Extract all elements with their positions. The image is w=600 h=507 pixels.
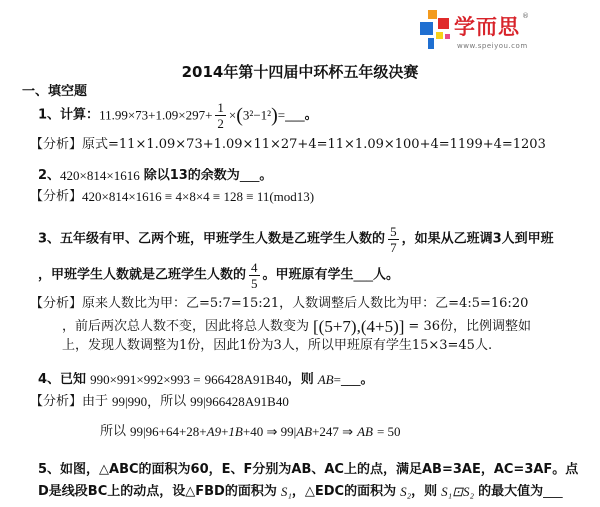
- question-3-line-1: [38, 224, 554, 255]
- question-4-prompt: 已知: [60, 372, 87, 387]
- question-4-overlined-ab: $\overline{AB}$: [317, 372, 334, 387]
- logo-block-orange: [428, 10, 437, 19]
- question-5-text-2a: D是线段BC上的动点，设△FBD的面积为: [38, 484, 277, 499]
- logo-block-yellow: [436, 32, 443, 39]
- question-1-inner-expression: 3²−1²: [242, 107, 272, 123]
- question-4-number: 4、: [38, 372, 61, 387]
- fraction-denominator: 7: [390, 240, 397, 255]
- fraction-denominator: 2: [217, 116, 224, 131]
- question-3-text-b: ，如果从乙班调3人到甲班: [401, 231, 554, 247]
- question-4-answer-blank: ___: [340, 372, 361, 387]
- analysis-3-text-2a: ，前后两次总人数不变，因此将总人数变为: [62, 319, 310, 334]
- question-5-product: S₁⊡S₂: [441, 484, 475, 499]
- analysis-4-text-c: 所以: [160, 394, 187, 409]
- analysis-4-plus: +: [221, 424, 229, 439]
- section-heading-text: 一、填空题: [22, 84, 88, 99]
- question-2-answer-blank: ___: [239, 168, 260, 183]
- analysis-3-line-2: [62, 317, 531, 337]
- analysis-1-text: 原式=11×1.09×73+1.09×11×27+4=11×1.09×100+4=1199+4=1203: [82, 137, 546, 152]
- analysis-4-text-d: 99|: [190, 394, 206, 409]
- fraction-denominator: 5: [251, 276, 258, 291]
- question-1-right-paren: ): [271, 104, 278, 127]
- logo-url: www.speiyou.com: [457, 42, 528, 50]
- question-3-number: 3、: [38, 231, 61, 247]
- analysis-1: [30, 137, 546, 153]
- analysis-4-text-a: 由于: [82, 394, 109, 409]
- question-2-end: 。: [259, 168, 273, 183]
- question-3-fraction-2: [249, 260, 260, 291]
- logo-block-pink: [445, 34, 450, 39]
- question-1: [38, 100, 318, 131]
- analysis-4-line-1: [30, 394, 289, 410]
- question-4-end: 。: [360, 372, 374, 387]
- question-3-answer-blank: ___: [353, 267, 374, 283]
- question-3-text-a: 五年级有甲、乙两个班，甲班学生人数是乙班学生人数的: [60, 231, 386, 247]
- analysis-4-text-f: 99|96+64+28+: [130, 424, 207, 439]
- question-3-fraction-1: [388, 224, 399, 255]
- analysis-4-text-e: 所以: [100, 424, 127, 439]
- question-3-text-d: 。甲班原有学生: [262, 267, 354, 283]
- document-title: 2014年第十四届中环杯五年级决赛: [181, 63, 419, 81]
- analysis-3-text-1: 原来人数比为甲：乙=5:7=15:21，人数调整后人数比为甲：乙=4:5=16:20: [82, 296, 529, 311]
- question-1-prompt: 计算：: [60, 107, 100, 123]
- question-1-answer-blank: ___: [285, 107, 305, 123]
- question-5-answer-blank: ___: [543, 484, 563, 499]
- question-1-number: 1、: [38, 107, 61, 123]
- section-heading: [22, 84, 87, 100]
- analysis-3-text-3: 上，发现人数调整为1份，因此1份为3人，所以甲班原有学生15×3=45人.: [62, 338, 493, 353]
- analysis-2: [30, 189, 314, 205]
- analysis-3-line-1: [30, 296, 528, 312]
- analysis-4-text-h: +247 ⇒: [312, 424, 354, 439]
- question-2: [38, 168, 272, 184]
- analysis-4-overlined-1b: 1B: [228, 424, 243, 439]
- analysis-3-tag: 【分析】: [30, 296, 83, 311]
- question-4-expression: 990×991×992×993 =: [90, 372, 201, 387]
- question-5-s1: S₁: [280, 484, 292, 499]
- question-5-text-2d: 的最大值为: [478, 484, 544, 499]
- question-3-text-e: 人。: [373, 267, 400, 283]
- question-4-overlined-number: 966428A91B40: [204, 372, 288, 387]
- fraction-numerator: 5: [390, 224, 397, 239]
- question-5-number: 5、: [38, 462, 61, 477]
- question-1-left-paren: (: [236, 104, 243, 127]
- question-5-text-2b: ，△EDC的面积为: [291, 484, 397, 499]
- logo-registered-mark: ®: [522, 12, 529, 20]
- analysis-2-text: 420×814×1616 ≡ 4×8×4 ≡ 128 ≡ 11(mod13): [82, 189, 315, 204]
- analysis-4-text-g: +40 ⇒ 99|: [242, 424, 297, 439]
- analysis-2-tag: 【分析】: [30, 189, 83, 204]
- analysis-3-lcm-expression: [(5+7),(4+5)]: [313, 317, 405, 336]
- analysis-4-result: = 50: [376, 424, 401, 439]
- question-1-times: ×: [228, 107, 237, 123]
- fraction-numerator: 1: [217, 100, 224, 115]
- analysis-4-overlined-number: 966428A91B40: [205, 394, 289, 409]
- question-5-line-2: [38, 484, 563, 500]
- analysis-3-text-2b: = 36份，比例调整如: [408, 319, 531, 334]
- question-2-number: 2、: [38, 168, 61, 183]
- xueersi-logo: [416, 6, 536, 54]
- question-4-mid: ，则: [287, 372, 314, 387]
- analysis-4-tag: 【分析】: [30, 394, 83, 409]
- question-1-end: 。: [304, 107, 318, 123]
- fraction-numerator: 4: [251, 260, 258, 275]
- question-5-text-2c: ，则: [411, 484, 438, 499]
- question-2-prompt: 除以13的余数为: [143, 168, 240, 183]
- question-4-equals: =: [333, 372, 341, 387]
- logo-block-red: [438, 18, 449, 29]
- analysis-4-text-b: 99|990，: [112, 394, 161, 409]
- analysis-4-overlined-a9: A9: [206, 424, 222, 439]
- question-3-line-2: [38, 260, 399, 291]
- question-1-equals: =: [277, 107, 286, 123]
- question-3-text-c: ，甲班学生人数就是乙班学生人数的: [38, 267, 247, 283]
- question-5-s2: S₂: [400, 484, 412, 499]
- question-2-expression: 420×814×1616: [60, 168, 140, 183]
- logo-brand-text: 学而思: [454, 15, 520, 39]
- logo-block-blue: [420, 22, 433, 35]
- question-5-text-1: 如图，△ABC的面积为60，E、F分别为AB、AC上的点，满足AB=3AE，AC=3AF。点: [60, 462, 579, 477]
- analysis-4-line-2: [100, 424, 401, 440]
- analysis-1-tag: 【分析】: [30, 137, 83, 152]
- question-1-fraction: [215, 100, 226, 131]
- question-4: [38, 372, 373, 388]
- logo-block-blue-small: [428, 38, 434, 49]
- analysis-3-line-3: [62, 338, 492, 354]
- analysis-4-overlined-ab-2: $\overline{AB}$: [357, 424, 373, 439]
- question-5-line-1: [38, 462, 578, 478]
- analysis-4-overlined-ab-1: $\overline{AB}$: [296, 424, 313, 439]
- question-1-expression: 11.99×73+1.09×297+: [99, 107, 213, 123]
